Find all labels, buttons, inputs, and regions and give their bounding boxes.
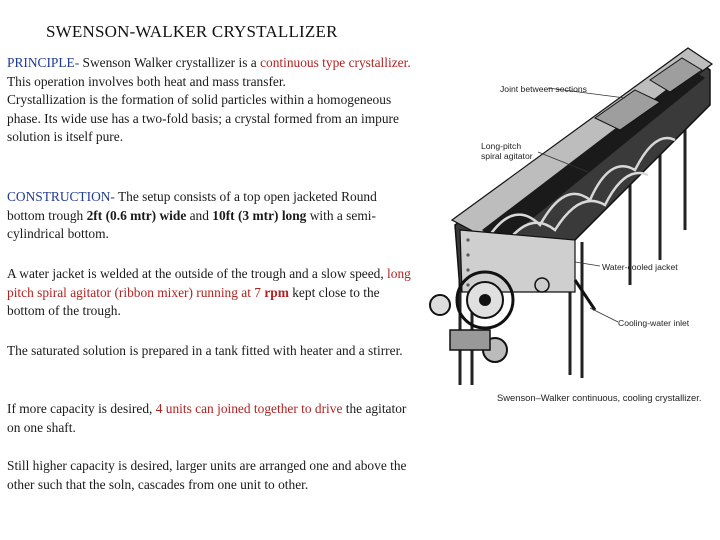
construction-paragraph [7,188,417,244]
capacity-text-1: If more capacity is desired, [7,401,156,416]
jacket-text-1: A water jacket is welded at the outside of the trough and a slow speed, [7,266,388,281]
label-water-cooled-jacket: Water-cooled jacket [602,262,678,272]
capacity-paragraph [7,400,417,437]
capacity-text-2: the agitator on one shaft. [7,401,407,435]
label-cooling-water-inlet: Cooling-water inlet [618,318,690,328]
construction-width: 2ft (0.6 mtr) wide [86,207,187,223]
construction-length: 10ft (3 mtr) long [212,207,307,223]
capacity-highlight: 4 units can joined together to drive [155,401,343,416]
label-long-pitch: Long-pitch [481,141,522,151]
principle-highlight: continuous type crystallizer. [260,55,411,70]
jacket-text-2: kept close to the bottom of the trough. [7,284,380,319]
construction-text-3: with a semi-cylindrical bottom. [7,207,376,242]
jacket-rpm: rpm [264,284,289,300]
figure-caption: Swenson–Walker continuous, cooling crystallizer. [497,392,702,403]
principle-paragraph [7,54,417,147]
construction-text-1: The setup consists of a top open jacketed Round bottom trough [7,189,377,223]
construction-label: CONSTRUCTION- [7,189,115,204]
construction-text-2: and [186,207,213,223]
higher-capacity-paragraph: Still higher capacity is desired, larger units are arranged one and above the other such that the soln, cascades from one unit to other. [7,458,407,492]
label-spiral-agitator: spiral agitator [481,151,533,161]
jacket-paragraph [7,265,417,321]
saturated-paragraph: The saturated solution is prepared in a tank fitted with heater and a stirrer. [7,343,403,358]
principle-label: PRINCIPLE- [7,55,80,70]
label-joint-between-sections: Joint between sections [500,84,587,94]
principle-text-1: Swenson Walker crystallizer is a [79,55,261,70]
principle-definition: Crystallization is the formation of solid particles within a homogeneous phase. Its wide use has a two-fold basis; a crystal formed from an impure solution is itself pure. [7,92,399,145]
principle-text-2: This operation involves both heat and mass transfer. [7,73,286,89]
jacket-agitator: long pitch spiral agitator (ribbon mixer) running at 7 [7,266,411,300]
page-title: SWENSON-WALKER CRYSTALLIZER [46,22,338,41]
